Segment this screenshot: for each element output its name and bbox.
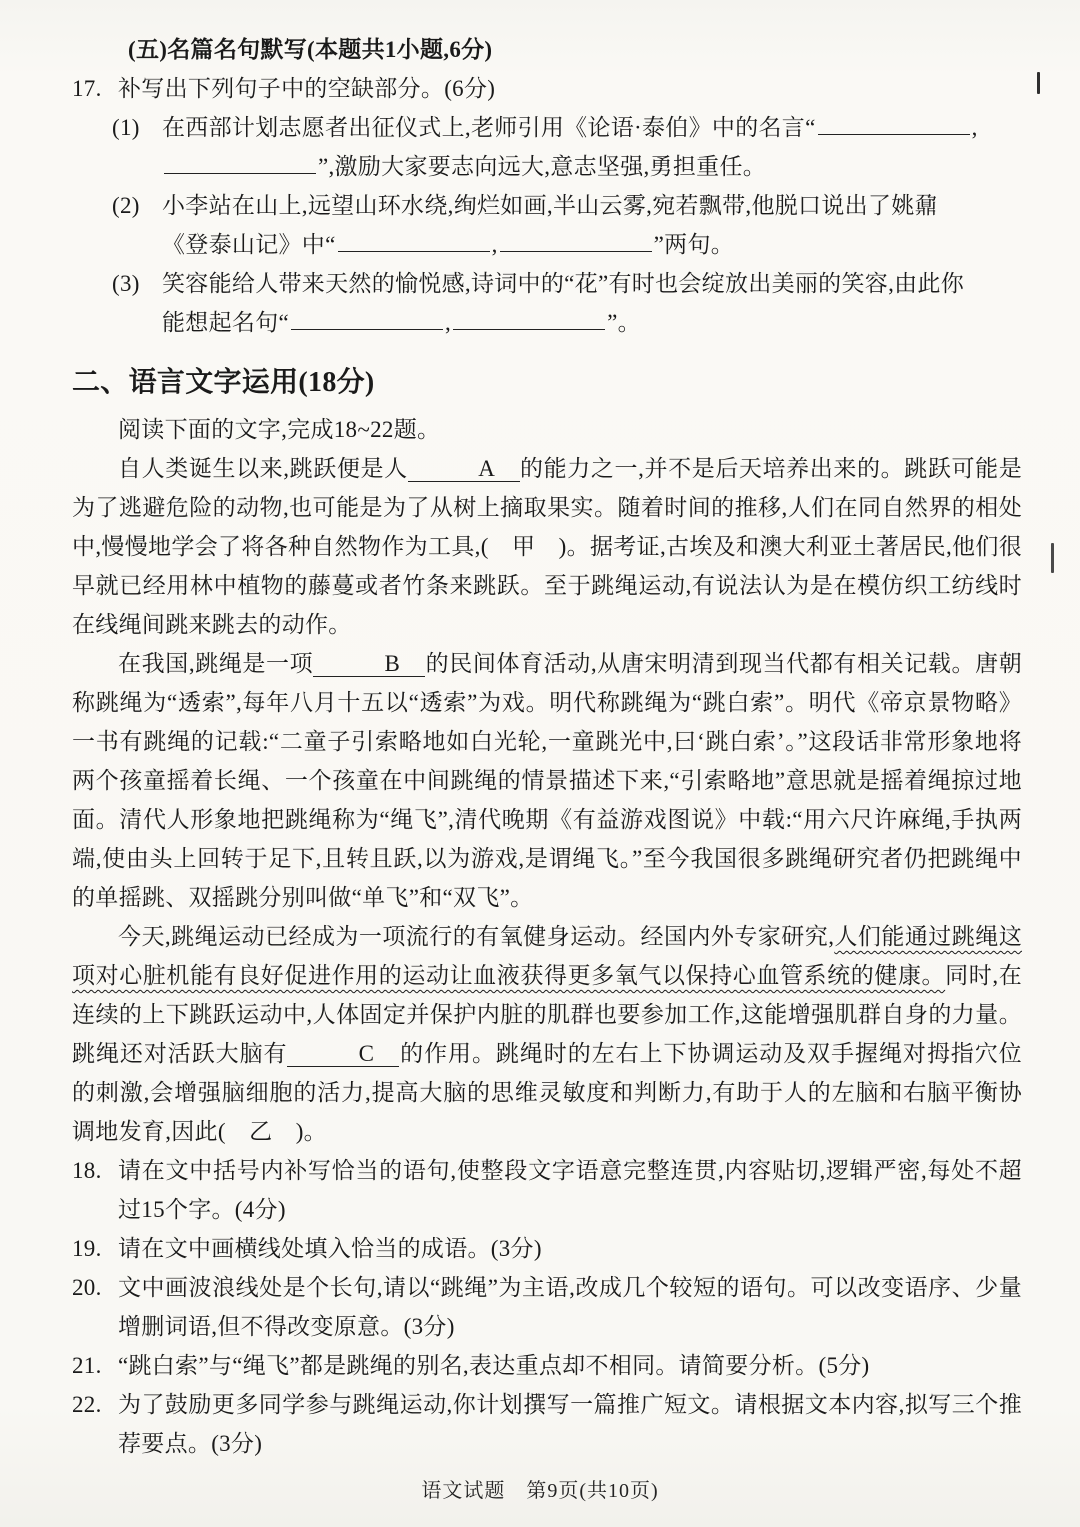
answer-blank [500, 228, 652, 252]
scan-artifact-mark [1037, 72, 1040, 94]
question-20-number: 20. [72, 1275, 102, 1300]
item-2-body [162, 186, 1022, 264]
passage-paragraph-3 [72, 917, 1022, 1151]
wavy-underlined-sentence: 人们能通过跳绳这项对心脏机能有良好促进作用的运动让血液获得更多氧气以保持心血管系统的健康。 [72, 924, 1022, 988]
answer-blank [164, 150, 316, 174]
question-21-text: “跳白索”与“绳飞”都是跳绳的别名,表达重点却不相同。请简要分析。(5分) [118, 1353, 870, 1378]
item-1-comma: , [971, 115, 978, 140]
question-17-item-3 [72, 264, 1022, 342]
question-19-text: 请在文中画横线处填入恰当的成语。(3分) [118, 1236, 542, 1261]
item-1-marker: (1) [112, 115, 140, 140]
page-footer: 语文试题 第9页(共10页) [421, 1480, 659, 1502]
answer-blank [818, 111, 970, 135]
item-1-text-2: ”,激励大家要志向远大,意志坚强,勇担重任。 [318, 154, 767, 179]
item-2-text-2: 《登泰山记》中“ [162, 232, 336, 257]
p3-text-1: 今天,跳绳运动已经成为一项流行的有氧健身运动。经国内外专家研究, [118, 924, 835, 949]
question-19-number: 19. [72, 1236, 102, 1261]
question-17 [72, 69, 1022, 108]
item-3-marker: (3) [112, 271, 140, 296]
question-20-text: 文中画波浪线处是个长句,请以“跳绳”为主语,改成几个较短的语句。可以改变语序、少量增删词语,但不得改变原意。(3分) [118, 1275, 1022, 1339]
passage-paragraph-2 [72, 644, 1022, 917]
idiom-blank-A: A [408, 457, 520, 482]
item-3-comma: , [445, 310, 452, 335]
question-17-item-2 [72, 186, 1022, 264]
item-3-text-3: ”。 [607, 310, 641, 335]
p1-text-2: 的能力之一,并不是后天培养出来的。跳跃可能是为了逃避危险的动物,也可能是为了从树上摘取果实。随着时间的推移,人们在同自然界的相处中,慢慢地学会了将各种自然物作为工具,( 甲 )。据考证,古埃及和澳大利亚土著居民,他们很早就已经用林中植物的藤蔓或者竹条来跳跃。至于跳绳运动,有说法认为是在模仿织工纺线时在线绳间跳来跳去的动作。 [72, 456, 1022, 637]
question-18-number: 18. [72, 1158, 102, 1183]
question-20 [72, 1268, 1022, 1346]
item-3-text-1: 笑容能给人带来天然的愉悦感,诗词中的“花”有时也会绽放出美丽的笑容,由此你 [162, 271, 965, 296]
p2-text-1: 在我国,跳绳是一项 [118, 651, 314, 676]
question-22-number: 22. [72, 1392, 102, 1417]
item-2-text-3: ”两句。 [653, 232, 735, 257]
item-2-text-1: 小李站在山上,远望山环水绕,绚烂如画,半山云雾,宛若飘带,他脱口说出了姚鼐 [162, 193, 938, 218]
answer-blank [338, 228, 490, 252]
p1-text-1: 自人类诞生以来,跳跃便是人 [118, 456, 408, 481]
idiom-blank-B: B [313, 652, 425, 677]
question-22-text: 为了鼓励更多同学参与跳绳运动,你计划撰写一篇推广短文。请根据文本内容,拟写三个推荐要点。(3分) [118, 1392, 1022, 1456]
item-3-body [162, 264, 1022, 342]
section-five-heading: (五)名篇名句默写(本题共1小题,6分) [128, 37, 493, 62]
item-1-text-1: 在西部计划志愿者出征仪式上,老师引用《论语·泰伯》中的名言“ [162, 115, 816, 140]
question-17-stem: 补写出下列句子中的空缺部分。(6分) [118, 76, 496, 101]
question-18 [72, 1151, 1022, 1229]
item-3-text-2: 能想起名句“ [162, 310, 290, 335]
question-17-number: 17. [72, 76, 102, 101]
p3-text-3: 的作用。跳绳时的左右上下协调运动及双手握绳对拇指穴位的刺激,会增强脑细胞的活力,提高大脑的思维灵敏度和判断力,有助于人的左脑和右脑平衡协调地发育,因此( 乙 )。 [72, 1041, 1022, 1144]
part-two-heading: 二、语言文字运用(18分) [72, 367, 375, 398]
question-22 [72, 1385, 1022, 1463]
answer-blank [453, 306, 605, 330]
item-2-comma: , [491, 232, 498, 257]
reading-intro: 阅读下面的文字,完成18~22题。 [118, 417, 441, 442]
question-17-item-1 [72, 108, 1022, 186]
answer-blank [291, 306, 443, 330]
item-2-marker: (2) [112, 193, 140, 218]
p2-text-2: 的民间体育活动,从唐宋明清到现当代都有相关记载。唐朝称跳绳为“透索”,每年八月十五以“透索”为戏。明代称跳绳为“跳白索”。明代《帝京景物略》一书有跳绳的记载:“二童子引索略地如白光轮,一童跳光中,曰‘跳白索’。”这段话非常形象地将两个孩童摇着长绳、一个孩童在中间跳绳的情景描述下来,“引索略地”意思就是摇着绳掠过地面。清代人形象地把跳绳称为“绳飞”,清代晚期《有益游戏图说》中载:“用六尺许麻绳,手执两端,使由头上回转于足下,且转且跃,以为游戏,是谓绳飞。”至今我国很多跳绳研究者仍把跳绳中的单摇跳、双摇跳分别叫做“单飞”和“双飞”。 [72, 651, 1022, 910]
question-19 [72, 1229, 1022, 1268]
question-18-text: 请在文中括号内补写恰当的语句,使整段文字语意完整连贯,内容贴切,逻辑严密,每处不超过15个字。(4分) [118, 1158, 1022, 1222]
passage-paragraph-1 [72, 449, 1022, 644]
item-1-body [162, 108, 1022, 186]
question-21 [72, 1346, 1022, 1385]
p3-text-2: 同时,在连续的上下跳跃运动中,人体固定并保护内脏的肌群也要参加工作,这能增强肌群自身的力量。跳绳还对活跃大脑有 [72, 963, 1023, 1066]
question-21-number: 21. [72, 1353, 102, 1378]
idiom-blank-C: C [287, 1042, 399, 1067]
scan-artifact-mark [1051, 543, 1054, 573]
